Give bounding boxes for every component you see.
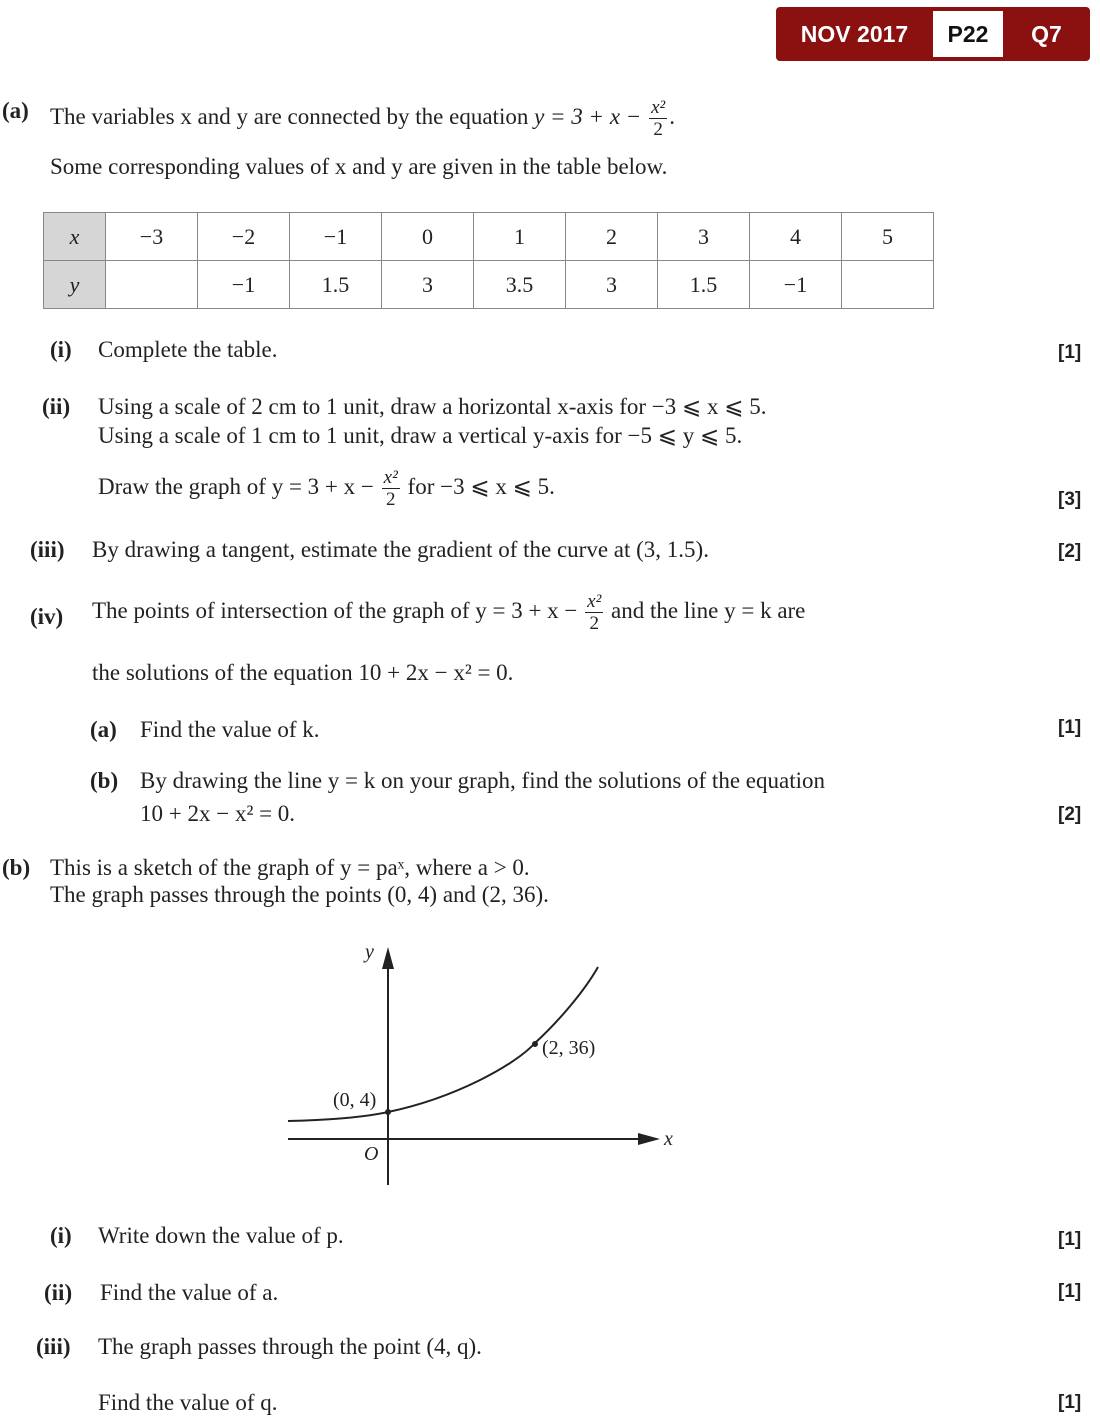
part-a-intro <box>50 98 675 139</box>
fraction-denominator: 2 <box>653 119 663 140</box>
table-cell: 3 <box>382 261 474 309</box>
a-iv-a-mark: [1] <box>1058 717 1082 738</box>
a-iii-label: (iii) <box>30 537 65 562</box>
part-a-line2: Some corresponding values of x and y are given in the table below. <box>50 154 668 179</box>
a-ii-line3-pre: Draw the graph of y = 3 + x − <box>98 473 374 499</box>
question-badge <box>776 7 1090 61</box>
b-iii-text2: Find the value of q. <box>98 1390 278 1415</box>
point-2-36-label: (2, 36) <box>542 1037 596 1059</box>
b-ii-mark: [1] <box>1058 1281 1082 1302</box>
b-i-mark: [1] <box>1058 1229 1082 1250</box>
session-label: NOV 2017 <box>800 21 909 47</box>
exponential-sketch <box>280 935 700 1195</box>
table-cell: 4 <box>750 213 842 261</box>
table-cell: 1.5 <box>290 261 382 309</box>
table-cell: −1 <box>290 213 382 261</box>
b-iii-mark: [1] <box>1058 1392 1082 1413</box>
a-iii-mark: [2] <box>1058 541 1082 562</box>
a-iv-line1 <box>92 592 805 633</box>
fraction <box>585 592 603 633</box>
table-cell: 2 <box>566 213 658 261</box>
paper-label: P22 <box>933 11 1003 57</box>
a-iv-line1-pre: The points of intersection of the graph of y = 3 + x − <box>92 597 578 623</box>
question-label: Q7 <box>1031 21 1062 47</box>
y-axis-arrow-icon <box>382 947 394 969</box>
a-ii-line1: Using a scale of 2 cm to 1 unit, draw a horizontal x-axis for −3 ⩽ x ⩽ 5. <box>98 394 767 419</box>
equation-lhs: y = 3 + x − <box>534 103 642 129</box>
table-cell: −1 <box>750 261 842 309</box>
b-iii-label: (iii) <box>36 1334 71 1359</box>
point-2-36 <box>532 1041 538 1047</box>
table-row-x <box>44 213 934 261</box>
a-iv-label: (iv) <box>30 604 64 629</box>
b-i-text: Write down the value of p. <box>98 1223 344 1248</box>
part-b-label: (b) <box>2 855 31 880</box>
b-iii-text: The graph passes through the point (4, q). <box>98 1334 482 1359</box>
a-iii-text: By drawing a tangent, estimate the gradient of the curve at (3, 1.5). <box>92 537 709 562</box>
table-cell: 5 <box>842 213 934 261</box>
a-iv-line1-post: and the line y = k are <box>611 597 806 623</box>
table-row-y <box>44 261 934 309</box>
point-0-4-label: (0, 4) <box>333 1089 377 1111</box>
table-cell: 1.5 <box>658 261 750 309</box>
a-iv-a-text: Find the value of k. <box>140 717 320 742</box>
a-ii-label: (ii) <box>42 394 71 419</box>
part-a-intro-text: The variables x and y are connected by the equation <box>50 103 529 129</box>
table-cell <box>106 261 198 309</box>
y-axis-label: y <box>365 941 374 963</box>
x-axis-arrow-icon <box>638 1133 660 1145</box>
table-header-x: x <box>44 213 106 261</box>
origin-label: O <box>364 1143 379 1165</box>
a-ii-line2: Using a scale of 1 cm to 1 unit, draw a vertical y-axis for −5 ⩽ y ⩽ 5. <box>98 423 743 448</box>
table-cell: −2 <box>198 213 290 261</box>
a-ii-line3-post: for −3 ⩽ x ⩽ 5. <box>407 473 555 499</box>
b-ii-label: (ii) <box>44 1280 73 1305</box>
table-cell: 3 <box>566 261 658 309</box>
fraction-denominator: 2 <box>589 613 599 634</box>
b-i-label: (i) <box>50 1223 72 1248</box>
b-ii-text: Find the value of a. <box>100 1280 279 1305</box>
table-cell <box>842 261 934 309</box>
part-b-line2: The graph passes through the points (0, 4) and (2, 36). <box>50 882 549 907</box>
equation-end: . <box>669 103 675 129</box>
a-iv-b-label: (b) <box>90 768 119 793</box>
fraction-numerator: x² <box>587 591 602 612</box>
table-cell: 3.5 <box>474 261 566 309</box>
table-cell: 1 <box>474 213 566 261</box>
fraction-numerator: x² <box>383 467 398 488</box>
a-iv-line2: the solutions of the equation 10 + 2x − x² = 0. <box>92 660 514 685</box>
table-cell: 3 <box>658 213 750 261</box>
table-cell: −1 <box>198 261 290 309</box>
a-i-mark: [1] <box>1058 342 1082 363</box>
a-ii-line3 <box>98 468 555 509</box>
fraction <box>649 98 667 139</box>
table-cell: −3 <box>106 213 198 261</box>
table-header-y: y <box>44 261 106 309</box>
fraction-denominator: 2 <box>385 489 396 510</box>
a-i-label: (i) <box>50 337 72 362</box>
part-b-line1: This is a sketch of the graph of y = paˣ, where a > 0. <box>50 855 530 880</box>
fraction-numerator: x² <box>651 97 666 118</box>
part-a-label: (a) <box>2 98 29 123</box>
a-i-text: Complete the table. <box>98 337 278 362</box>
a-iv-b-line2: 10 + 2x − x² = 0. <box>140 801 296 826</box>
a-iv-b-line1: By drawing the line y = k on your graph, find the solutions of the equation <box>140 768 825 793</box>
a-iv-b-mark: [2] <box>1058 804 1082 825</box>
point-0-4 <box>385 1109 391 1115</box>
values-table <box>43 212 934 309</box>
a-ii-mark: [3] <box>1058 489 1082 510</box>
x-axis-label: x <box>664 1128 673 1150</box>
a-iv-a-label: (a) <box>90 717 117 742</box>
table-cell: 0 <box>382 213 474 261</box>
fraction <box>382 468 400 509</box>
